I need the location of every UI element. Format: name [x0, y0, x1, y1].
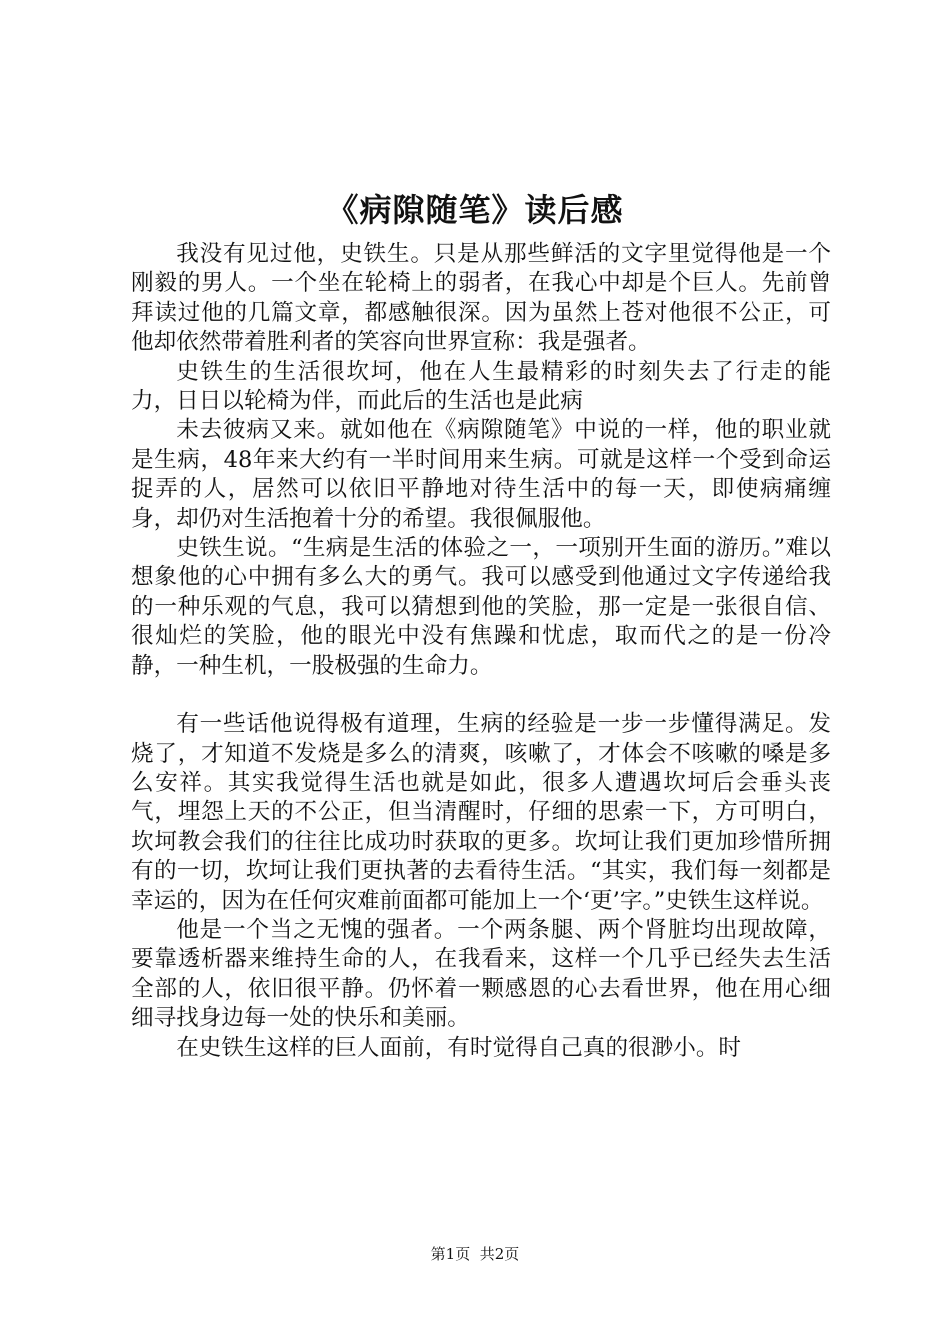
document-title: 《病隙随笔》读后感	[326, 191, 624, 229]
paragraph-3: 未去彼病又来。就如他在《病隙随笔》中说的一样，他的职业就是生病，48年来大约有一半时间用来生病。可就是这样一个受到命运捉弄的人，居然可以依旧平静地对待生活中的每一天，即使病痛缠身，却仍对生活抱着十分的希望。我很佩服他。	[131, 417, 831, 532]
paragraph-2: 史铁生的生活很坎坷，他在人生最精彩的时刻失去了行走的能力，日日以轮椅为伴，而此后的生活也是此病	[131, 358, 831, 415]
paragraph-4: 史铁生说。“生病是生活的体验之一，一项别开生面的游历。”难以想象他的心中拥有多么大的勇气。我可以感受到他通过文字传递给我的一种乐观的气息，我可以猜想到他的笑脸，那一定是一张很自信、很灿烂的笑脸，他的眼光中没有焦躁和忧虑，取而代之的是一份冷静，一种生机，一股极强的生命力。	[131, 535, 831, 679]
paragraph-7: 在史铁生这样的巨人面前，有时觉得自己真的很渺小。时	[176, 1034, 742, 1061]
paragraph-6: 他是一个当之无愧的强者。一个两条腿、两个肾脏均出现故障，要靠透析器来维持生命的人，在我看来，这样一个几乎已经失去生活全部的人，依旧很平静。仍怀着一颗感恩的心去看世界，他在用心细细寻找身边每一处的快乐和美丽。	[131, 916, 831, 1032]
document-body	[131, 240, 831, 1063]
paragraph-5: 有一些话他说得极有道理，生病的经验是一步一步懂得满足。发烧了，才知道不发烧是多么的清爽，咳嗽了，才体会不咳嗽的嗓是多么安祥。其实我觉得生活也就是如此，很多人遭遇坎坷后会垂头丧气，埋怨上天的不公正，但当清醒时，仔细的思索一下，方可明白，坎坷教会我们的往往比成功时获取的更多。坎坷让我们更加珍惜所拥有的一切，坎坷让我们更执著的去看待生活。“其实，我们每一刻都是幸运的，因为在任何灾难前面都可能加上一个‘更’字。”史铁生这样说。	[131, 711, 831, 914]
page-number: 第1页	[430, 1245, 471, 1263]
page-total: 共2页	[479, 1245, 520, 1263]
paragraph-1: 我没有见过他，史铁生。只是从那些鲜活的文字里觉得他是一个刚毅的男人。一个坐在轮椅上的弱者，在我心中却是个巨人。先前曾拜读过他的几篇文章，都感触很深。因为虽然上苍对他很不公正，可他却依然带着胜利者的笑容向世界宣称：我是强者。	[131, 241, 831, 356]
page-footer	[0, 1244, 950, 1264]
